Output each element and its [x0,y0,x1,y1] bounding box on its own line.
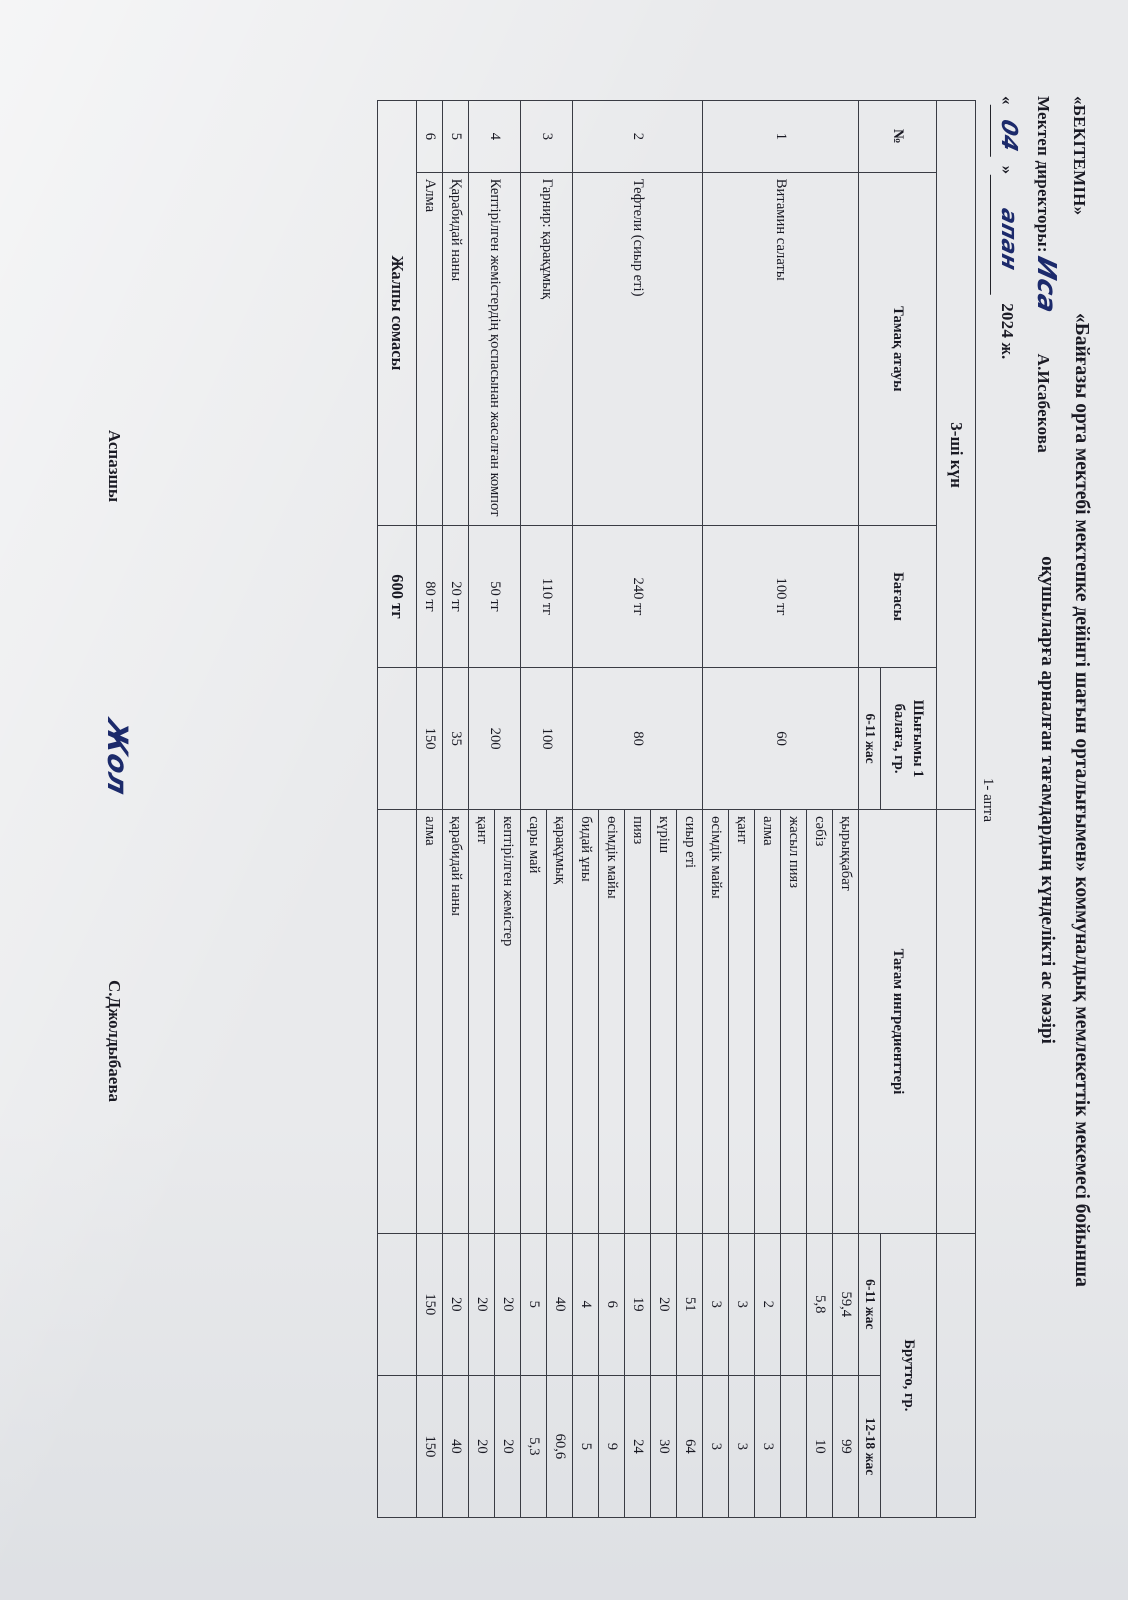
total-label: Жалпы сомасы [378,101,417,526]
table-row [417,101,443,1518]
row-name: Тефтели (сиыр еті) [573,172,703,525]
row-price: 50 тг [469,525,521,667]
row-output: 100 [521,668,573,810]
row-num: 2 [573,101,703,173]
day-blank-brutto [937,1233,976,1517]
ingredient-brutto-12-18: 3 [729,1375,755,1517]
row-output: 60 [703,668,859,810]
row-num: 6 [417,101,443,173]
ingredient-brutto-6-11: 51 [677,1233,703,1375]
approval-line1: «БЕКІТЕМІН» [1070,96,1089,216]
ingredient-name: сәбіз [807,810,833,1234]
title-line-1: «Байғазы орта мектебі мектепке дейінгі шағын орталығымен» коммуналдық мемлекеттік мекемесі бойынша [1071,313,1092,1287]
ingredient-brutto-6-11: 5,8 [807,1233,833,1375]
ingredient-brutto-12-18: 3 [703,1375,729,1517]
director-label: Мектеп директоры: [1033,96,1053,253]
total-row [378,101,417,1518]
day-header-row [937,101,976,1518]
ingredient-brutto-6-11: 19 [625,1233,651,1375]
ingredient-brutto-12-18: 150 [417,1375,443,1517]
ingredient-name: пияз [625,810,651,1234]
th-output-6-11: 6-11 жас [859,668,881,810]
row-name: Алма [417,172,443,525]
row-num: 3 [521,101,573,173]
column-header-row [881,101,937,1518]
row-num: 1 [703,101,859,173]
th-brutto-6-11: 6-11 жас [859,1233,881,1375]
ingredient-brutto-12-18: 64 [677,1375,703,1517]
ingredient-brutto-6-11: 3 [703,1233,729,1375]
ingredient-brutto-12-18: 60,6 [547,1375,573,1517]
ingredient-name: бидай ұны [573,810,599,1234]
ingredient-brutto-6-11: 3 [729,1233,755,1375]
row-price: 20 тг [443,525,469,667]
menu-table [377,100,976,1518]
th-brutto-12-18: 12-18 жас [859,1375,881,1517]
ingredient-brutto-12-18: 20 [495,1375,521,1517]
table-row [443,101,469,1518]
date-day: 04 [990,105,1025,166]
ingredient-name: өсімдік майы [703,810,729,1234]
director-signature: Иса [1030,253,1061,317]
ingredient-brutto-12-18 [781,1375,807,1517]
total-value: 600 тг [378,525,417,667]
ingredient-brutto-12-18: 40 [443,1375,469,1517]
cook-label: Аспазшы [105,430,124,503]
ingredient-brutto-6-11: 20 [495,1233,521,1375]
ingredient-name: жасыл пияз [781,810,807,1234]
row-output: 200 [469,668,521,810]
week-subtitle: 1- апта [980,777,996,823]
row-name: Кептірілген жемістердің қоспасынан жасалған компот [469,172,521,525]
ingredient-brutto-12-18: 9 [599,1375,625,1517]
table-row [833,101,859,1518]
ingredient-name: қарақұмық [547,810,573,1234]
ingredient-brutto-6-11: 40 [547,1233,573,1375]
row-output: 35 [443,668,469,810]
table-row [677,101,703,1518]
row-price: 110 тг [521,525,573,667]
ingredient-brutto-6-11: 20 [651,1233,677,1375]
page-title [1031,0,1098,1600]
th-price: Бағасы [859,525,937,667]
th-name: Тамақ атауы [859,172,937,525]
total-brutto-b-blank [378,1375,417,1517]
ingredient-name: алма [755,810,781,1234]
ingredient-name: алма [417,810,443,1234]
th-brutto: Брутто, гр. [881,1233,937,1517]
ingredient-name: өсімдік майы [599,810,625,1234]
th-ingredients: Тағам ингредиенттері [859,810,937,1234]
ingredient-name: күріш [651,810,677,1234]
ingredient-name: қырыққабат [833,810,859,1234]
ingredient-name: қант [729,810,755,1234]
row-output: 150 [417,668,443,810]
ingredient-brutto-12-18: 24 [625,1375,651,1517]
date-quote-close: » [998,165,1018,175]
ingredient-brutto-6-11: 59,4 [833,1233,859,1375]
row-num: 4 [469,101,521,173]
cook-name: С.Джолдыбаева [105,980,124,1103]
row-price: 240 тг [573,525,703,667]
ingredient-brutto-6-11: 2 [755,1233,781,1375]
th-num: № [859,101,937,173]
ingredient-brutto-12-18: 3 [755,1375,781,1517]
row-num: 5 [443,101,469,173]
ingredient-brutto-12-18: 5,3 [521,1375,547,1517]
total-output-blank [378,668,417,810]
title-line-2: оқушыларға арналған тағамдардың күнделікті ас мәзірі [1036,556,1058,1044]
ingredient-brutto-6-11: 150 [417,1233,443,1375]
row-name: Қарабидай наны [443,172,469,525]
ingredient-name: қарабидай наны [443,810,469,1234]
cook-signature: Жол [101,715,134,799]
ingredient-brutto-6-11: 6 [599,1233,625,1375]
ingredient-brutto-12-18: 20 [469,1375,495,1517]
row-output: 80 [573,668,703,810]
row-name: Витамин салаты [703,172,859,525]
total-ingredients-blank [378,810,417,1234]
ingredient-brutto-12-18: 30 [651,1375,677,1517]
row-name: Гарнир: қарақұмық [521,172,573,525]
day-blank-ing [937,810,976,1234]
table-row [547,101,573,1518]
total-brutto-a-blank [378,1233,417,1375]
ingredient-brutto-12-18: 5 [573,1375,599,1517]
date-month: апан [990,174,1025,303]
ingredient-brutto-6-11: 20 [443,1233,469,1375]
ingredient-brutto-12-18: 10 [807,1375,833,1517]
ingredient-brutto-6-11: 4 [573,1233,599,1375]
ingredient-brutto-6-11 [781,1233,807,1375]
ingredient-name: кептірілген жемістер [495,810,521,1234]
th-output: Шығымы 1 балаға, гр. [881,668,937,810]
table-row [495,101,521,1518]
row-price: 80 тг [417,525,443,667]
date-year: 2024 ж. [998,303,1018,360]
ingredient-brutto-12-18: 99 [833,1375,859,1517]
ingredient-brutto-6-11: 5 [521,1233,547,1375]
ingredient-name: қант [469,810,495,1234]
day-label: 3-ші күн [937,101,976,810]
ingredient-name: сиыр еті [677,810,703,1234]
row-price: 100 тг [703,525,859,667]
date-quote-open: « [998,96,1018,105]
ingredient-brutto-6-11: 20 [469,1233,495,1375]
director-name: А.Исабекова [1033,353,1053,453]
ingredient-name: сары май [521,810,547,1234]
